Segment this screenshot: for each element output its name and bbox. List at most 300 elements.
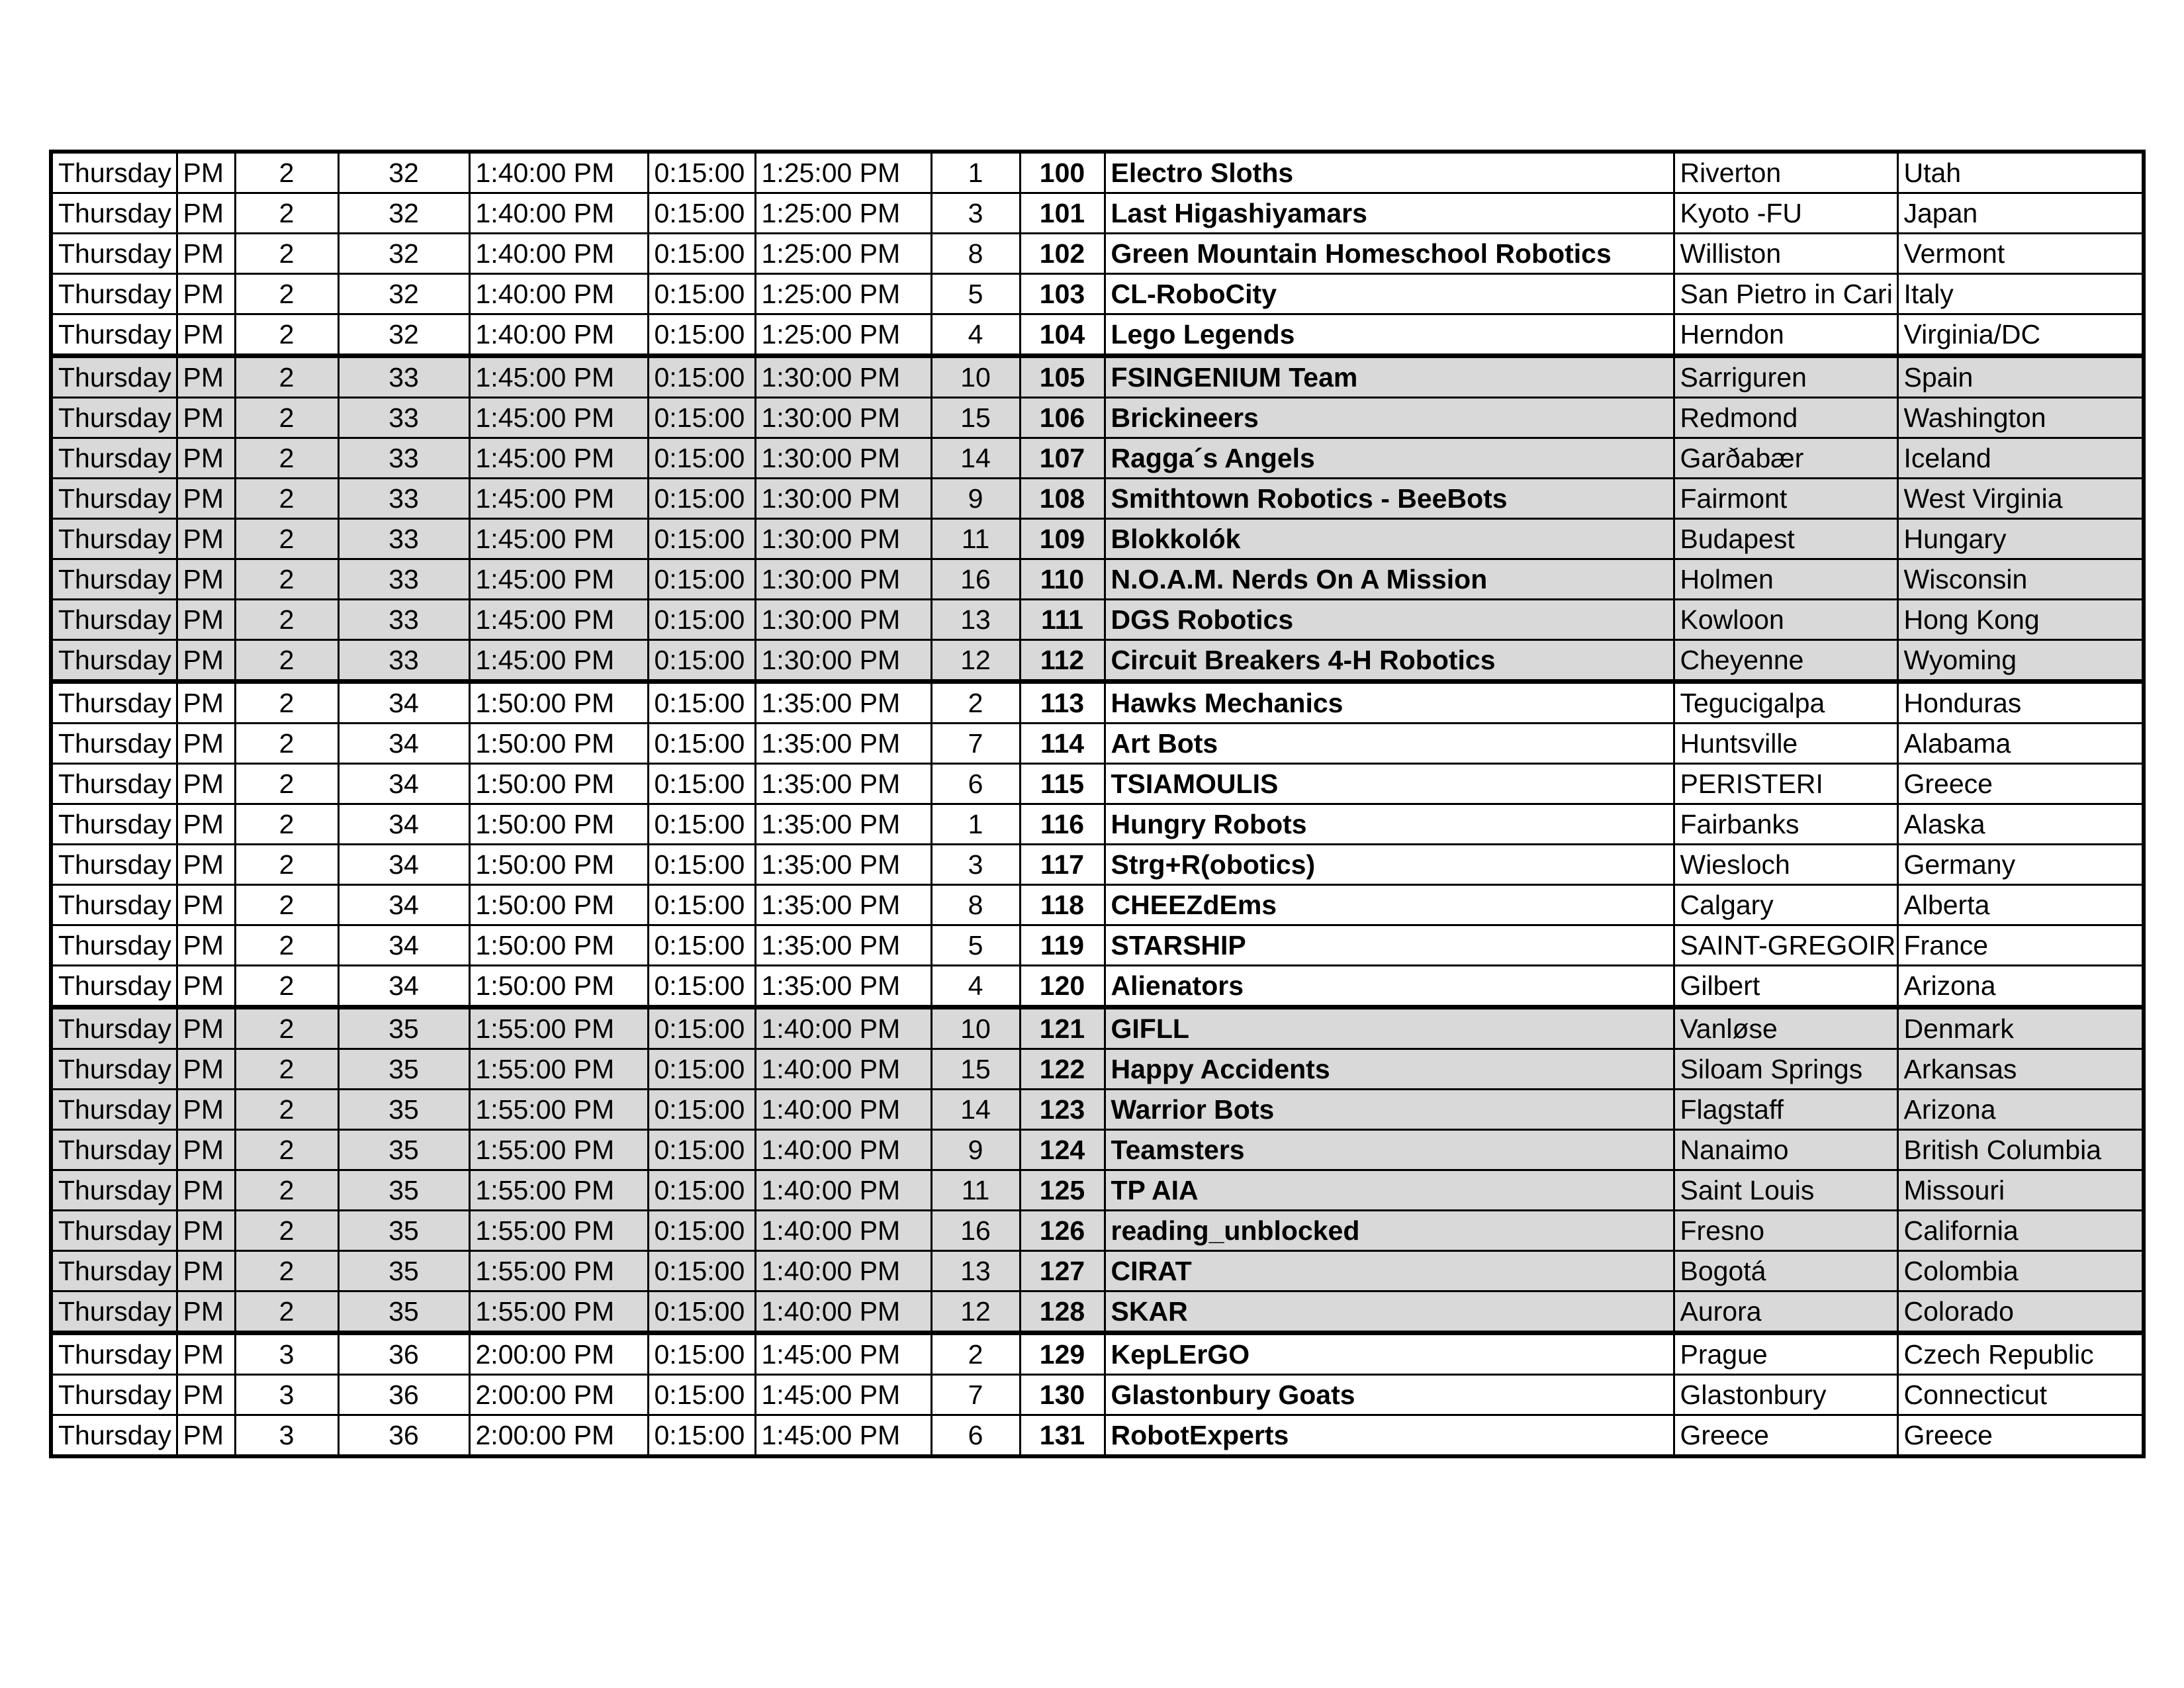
round-cell: 2 — [235, 274, 338, 314]
round-cell: 2 — [235, 193, 338, 234]
table-cell: 12 — [931, 640, 1020, 682]
table-cell: 9 — [931, 479, 1020, 519]
city-cell: Williston — [1674, 234, 1897, 274]
session-cell: PM — [177, 559, 235, 600]
duration-cell: 0:15:00 — [648, 1291, 755, 1333]
session-cell: PM — [177, 1170, 235, 1211]
table-row — [51, 682, 2144, 724]
region-cell: Italy — [1897, 274, 2144, 314]
match-cell: 36 — [338, 1375, 469, 1415]
queue-time-cell: 1:40:00 PM — [755, 1291, 931, 1333]
day-cell: Thursday — [51, 1211, 177, 1251]
match-time-cell: 1:45:00 PM — [469, 600, 648, 640]
city-cell: Nanaimo — [1674, 1130, 1897, 1170]
round-cell: 3 — [235, 1415, 338, 1457]
table-cell: 15 — [931, 1049, 1020, 1090]
table-cell: 5 — [931, 925, 1020, 966]
round-cell: 2 — [235, 398, 338, 438]
team-number-cell: 101 — [1020, 193, 1105, 234]
match-cell: 32 — [338, 274, 469, 314]
team-name-cell: Happy Accidents — [1105, 1049, 1674, 1090]
day-cell: Thursday — [51, 1251, 177, 1291]
table-row — [51, 519, 2144, 559]
queue-time-cell: 1:35:00 PM — [755, 804, 931, 845]
match-cell: 35 — [338, 1291, 469, 1333]
match-time-cell: 1:50:00 PM — [469, 724, 648, 764]
queue-time-cell: 1:40:00 PM — [755, 1049, 931, 1090]
queue-time-cell: 1:30:00 PM — [755, 438, 931, 479]
match-time-cell: 1:45:00 PM — [469, 519, 648, 559]
queue-time-cell: 1:35:00 PM — [755, 682, 931, 724]
match-time-cell: 1:55:00 PM — [469, 1008, 648, 1049]
match-cell: 33 — [338, 519, 469, 559]
day-cell: Thursday — [51, 885, 177, 925]
region-cell: Arizona — [1897, 966, 2144, 1008]
queue-time-cell: 1:30:00 PM — [755, 479, 931, 519]
day-cell: Thursday — [51, 600, 177, 640]
match-cell: 34 — [338, 764, 469, 804]
table-cell: 7 — [931, 1375, 1020, 1415]
team-number-cell: 110 — [1020, 559, 1105, 600]
queue-time-cell: 1:25:00 PM — [755, 234, 931, 274]
region-cell: Connecticut — [1897, 1375, 2144, 1415]
match-time-cell: 1:55:00 PM — [469, 1291, 648, 1333]
match-cell: 34 — [338, 804, 469, 845]
duration-cell: 0:15:00 — [648, 966, 755, 1008]
city-cell: SAINT-GREGOIR — [1674, 925, 1897, 966]
session-cell: PM — [177, 764, 235, 804]
match-time-cell: 1:50:00 PM — [469, 966, 648, 1008]
region-cell: Alaska — [1897, 804, 2144, 845]
duration-cell: 0:15:00 — [648, 1008, 755, 1049]
round-cell: 2 — [235, 804, 338, 845]
match-cell: 33 — [338, 438, 469, 479]
city-cell: Prague — [1674, 1333, 1897, 1375]
city-cell: PERISTERI — [1674, 764, 1897, 804]
duration-cell: 0:15:00 — [648, 682, 755, 724]
match-cell: 33 — [338, 600, 469, 640]
duration-cell: 0:15:00 — [648, 1251, 755, 1291]
round-cell: 2 — [235, 845, 338, 885]
match-cell: 33 — [338, 398, 469, 438]
match-time-cell: 1:50:00 PM — [469, 764, 648, 804]
session-cell: PM — [177, 724, 235, 764]
session-cell: PM — [177, 640, 235, 682]
team-name-cell: Warrior Bots — [1105, 1090, 1674, 1130]
team-number-cell: 121 — [1020, 1008, 1105, 1049]
team-number-cell: 125 — [1020, 1170, 1105, 1211]
table-cell: 3 — [931, 193, 1020, 234]
match-time-cell: 1:45:00 PM — [469, 640, 648, 682]
city-cell: Kyoto -FU — [1674, 193, 1897, 234]
table-cell: 12 — [931, 1291, 1020, 1333]
duration-cell: 0:15:00 — [648, 1130, 755, 1170]
team-name-cell: Hungry Robots — [1105, 804, 1674, 845]
day-cell: Thursday — [51, 1291, 177, 1333]
region-cell: Colorado — [1897, 1291, 2144, 1333]
round-cell: 2 — [235, 1008, 338, 1049]
region-cell: Hungary — [1897, 519, 2144, 559]
team-number-cell: 116 — [1020, 804, 1105, 845]
team-name-cell: Blokkolók — [1105, 519, 1674, 559]
duration-cell: 0:15:00 — [648, 234, 755, 274]
session-cell: PM — [177, 1130, 235, 1170]
queue-time-cell: 1:35:00 PM — [755, 885, 931, 925]
table-row — [51, 885, 2144, 925]
table-cell: 13 — [931, 600, 1020, 640]
team-name-cell: Electro Sloths — [1105, 152, 1674, 193]
round-cell: 2 — [235, 1090, 338, 1130]
team-name-cell: Teamsters — [1105, 1130, 1674, 1170]
city-cell: Herndon — [1674, 314, 1897, 356]
team-number-cell: 129 — [1020, 1333, 1105, 1375]
team-name-cell: CHEEZdEms — [1105, 885, 1674, 925]
queue-time-cell: 1:25:00 PM — [755, 314, 931, 356]
table-cell: 8 — [931, 885, 1020, 925]
day-cell: Thursday — [51, 925, 177, 966]
table-row — [51, 1415, 2144, 1457]
team-name-cell: Lego Legends — [1105, 314, 1674, 356]
match-time-cell: 1:50:00 PM — [469, 885, 648, 925]
match-time-cell: 1:50:00 PM — [469, 845, 648, 885]
match-cell: 32 — [338, 193, 469, 234]
table-row — [51, 193, 2144, 234]
team-name-cell: Glastonbury Goats — [1105, 1375, 1674, 1415]
day-cell: Thursday — [51, 1375, 177, 1415]
match-time-cell: 1:50:00 PM — [469, 925, 648, 966]
table-row — [51, 1291, 2144, 1333]
team-number-cell: 106 — [1020, 398, 1105, 438]
day-cell: Thursday — [51, 804, 177, 845]
session-cell: PM — [177, 1291, 235, 1333]
queue-time-cell: 1:30:00 PM — [755, 519, 931, 559]
team-number-cell: 119 — [1020, 925, 1105, 966]
table-cell: 10 — [931, 1008, 1020, 1049]
table-cell: 16 — [931, 1211, 1020, 1251]
duration-cell: 0:15:00 — [648, 1170, 755, 1211]
region-cell: Alberta — [1897, 885, 2144, 925]
queue-time-cell: 1:40:00 PM — [755, 1090, 931, 1130]
region-cell: Iceland — [1897, 438, 2144, 479]
round-cell: 3 — [235, 1375, 338, 1415]
team-name-cell: CIRAT — [1105, 1251, 1674, 1291]
match-time-cell: 1:40:00 PM — [469, 314, 648, 356]
session-cell: PM — [177, 356, 235, 398]
region-cell: Washington — [1897, 398, 2144, 438]
table-row — [51, 1008, 2144, 1049]
city-cell: Huntsville — [1674, 724, 1897, 764]
table-cell: 4 — [931, 966, 1020, 1008]
duration-cell: 0:15:00 — [648, 1211, 755, 1251]
team-name-cell: Alienators — [1105, 966, 1674, 1008]
city-cell: Garðabær — [1674, 438, 1897, 479]
duration-cell: 0:15:00 — [648, 356, 755, 398]
day-cell: Thursday — [51, 764, 177, 804]
table-row — [51, 1333, 2144, 1375]
duration-cell: 0:15:00 — [648, 724, 755, 764]
match-cell: 33 — [338, 559, 469, 600]
duration-cell: 0:15:00 — [648, 845, 755, 885]
duration-cell: 0:15:00 — [648, 600, 755, 640]
session-cell: PM — [177, 274, 235, 314]
queue-time-cell: 1:35:00 PM — [755, 764, 931, 804]
region-cell: Colombia — [1897, 1251, 2144, 1291]
session-cell: PM — [177, 519, 235, 559]
city-cell: Aurora — [1674, 1291, 1897, 1333]
session-cell: PM — [177, 193, 235, 234]
team-name-cell: Green Mountain Homeschool Robotics — [1105, 234, 1674, 274]
duration-cell: 0:15:00 — [648, 1415, 755, 1457]
match-cell: 33 — [338, 356, 469, 398]
queue-time-cell: 1:25:00 PM — [755, 193, 931, 234]
duration-cell: 0:15:00 — [648, 398, 755, 438]
queue-time-cell: 1:30:00 PM — [755, 640, 931, 682]
queue-time-cell: 1:40:00 PM — [755, 1251, 931, 1291]
team-name-cell: STARSHIP — [1105, 925, 1674, 966]
team-number-cell: 124 — [1020, 1130, 1105, 1170]
table-row — [51, 1130, 2144, 1170]
day-cell: Thursday — [51, 314, 177, 356]
match-cell: 34 — [338, 925, 469, 966]
round-cell: 2 — [235, 640, 338, 682]
table-cell: 14 — [931, 438, 1020, 479]
table-row — [51, 764, 2144, 804]
team-name-cell: DGS Robotics — [1105, 600, 1674, 640]
city-cell: Flagstaff — [1674, 1090, 1897, 1130]
city-cell: Wiesloch — [1674, 845, 1897, 885]
team-name-cell: Smithtown Robotics - BeeBots — [1105, 479, 1674, 519]
team-name-cell: RobotExperts — [1105, 1415, 1674, 1457]
city-cell: Budapest — [1674, 519, 1897, 559]
day-cell: Thursday — [51, 724, 177, 764]
table-row — [51, 398, 2144, 438]
queue-time-cell: 1:40:00 PM — [755, 1170, 931, 1211]
match-cell: 35 — [338, 1211, 469, 1251]
match-time-cell: 1:40:00 PM — [469, 274, 648, 314]
round-cell: 2 — [235, 479, 338, 519]
team-number-cell: 113 — [1020, 682, 1105, 724]
city-cell: Bogotá — [1674, 1251, 1897, 1291]
round-cell: 2 — [235, 1170, 338, 1211]
queue-time-cell: 1:30:00 PM — [755, 398, 931, 438]
table-row — [51, 804, 2144, 845]
team-number-cell: 109 — [1020, 519, 1105, 559]
team-number-cell: 108 — [1020, 479, 1105, 519]
duration-cell: 0:15:00 — [648, 152, 755, 193]
table-cell: 1 — [931, 152, 1020, 193]
team-name-cell: Brickineers — [1105, 398, 1674, 438]
city-cell: Holmen — [1674, 559, 1897, 600]
team-name-cell: Circuit Breakers 4-H Robotics — [1105, 640, 1674, 682]
table-cell: 1 — [931, 804, 1020, 845]
table-cell: 10 — [931, 356, 1020, 398]
round-cell: 2 — [235, 682, 338, 724]
table-row — [51, 234, 2144, 274]
team-number-cell: 118 — [1020, 885, 1105, 925]
duration-cell: 0:15:00 — [648, 1090, 755, 1130]
schedule-table — [49, 150, 2146, 1458]
table-cell: 2 — [931, 682, 1020, 724]
region-cell: California — [1897, 1211, 2144, 1251]
day-cell: Thursday — [51, 1049, 177, 1090]
team-number-cell: 102 — [1020, 234, 1105, 274]
duration-cell: 0:15:00 — [648, 764, 755, 804]
match-cell: 32 — [338, 314, 469, 356]
table-row — [51, 1049, 2144, 1090]
table-cell: 2 — [931, 1333, 1020, 1375]
session-cell: PM — [177, 682, 235, 724]
team-number-cell: 103 — [1020, 274, 1105, 314]
round-cell: 3 — [235, 1333, 338, 1375]
match-cell: 34 — [338, 682, 469, 724]
team-number-cell: 131 — [1020, 1415, 1105, 1457]
table-cell: 6 — [931, 1415, 1020, 1457]
queue-time-cell: 1:25:00 PM — [755, 152, 931, 193]
city-cell: Saint Louis — [1674, 1170, 1897, 1211]
city-cell: Redmond — [1674, 398, 1897, 438]
session-cell: PM — [177, 600, 235, 640]
duration-cell: 0:15:00 — [648, 640, 755, 682]
match-cell: 36 — [338, 1333, 469, 1375]
table-row — [51, 559, 2144, 600]
match-time-cell: 1:55:00 PM — [469, 1170, 648, 1211]
match-time-cell: 2:00:00 PM — [469, 1375, 648, 1415]
session-cell: PM — [177, 1049, 235, 1090]
duration-cell: 0:15:00 — [648, 804, 755, 845]
duration-cell: 0:15:00 — [648, 479, 755, 519]
round-cell: 2 — [235, 724, 338, 764]
region-cell: Denmark — [1897, 1008, 2144, 1049]
day-cell: Thursday — [51, 1170, 177, 1211]
round-cell: 2 — [235, 1130, 338, 1170]
table-row — [51, 925, 2144, 966]
team-name-cell: CL-RoboCity — [1105, 274, 1674, 314]
city-cell: Riverton — [1674, 152, 1897, 193]
team-number-cell: 105 — [1020, 356, 1105, 398]
duration-cell: 0:15:00 — [648, 925, 755, 966]
team-name-cell: reading_unblocked — [1105, 1211, 1674, 1251]
table-cell: 13 — [931, 1251, 1020, 1291]
session-cell: PM — [177, 804, 235, 845]
team-number-cell: 122 — [1020, 1049, 1105, 1090]
queue-time-cell: 1:45:00 PM — [755, 1375, 931, 1415]
city-cell: Vanløse — [1674, 1008, 1897, 1049]
match-time-cell: 1:45:00 PM — [469, 356, 648, 398]
table-row — [51, 438, 2144, 479]
round-cell: 2 — [235, 885, 338, 925]
queue-time-cell: 1:25:00 PM — [755, 274, 931, 314]
day-cell: Thursday — [51, 966, 177, 1008]
day-cell: Thursday — [51, 640, 177, 682]
day-cell: Thursday — [51, 479, 177, 519]
session-cell: PM — [177, 1211, 235, 1251]
duration-cell: 0:15:00 — [648, 559, 755, 600]
match-cell: 32 — [338, 152, 469, 193]
city-cell: Tegucigalpa — [1674, 682, 1897, 724]
session-cell: PM — [177, 1090, 235, 1130]
region-cell: West Virginia — [1897, 479, 2144, 519]
queue-time-cell: 1:30:00 PM — [755, 356, 931, 398]
team-number-cell: 130 — [1020, 1375, 1105, 1415]
city-cell: Fresno — [1674, 1211, 1897, 1251]
match-time-cell: 2:00:00 PM — [469, 1333, 648, 1375]
match-time-cell: 1:55:00 PM — [469, 1130, 648, 1170]
table-cell: 7 — [931, 724, 1020, 764]
region-cell: Wyoming — [1897, 640, 2144, 682]
queue-time-cell: 1:40:00 PM — [755, 1130, 931, 1170]
session-cell: PM — [177, 398, 235, 438]
match-time-cell: 1:40:00 PM — [469, 234, 648, 274]
match-cell: 32 — [338, 234, 469, 274]
round-cell: 2 — [235, 438, 338, 479]
table-cell: 11 — [931, 1170, 1020, 1211]
match-time-cell: 1:55:00 PM — [469, 1090, 648, 1130]
city-cell: Fairbanks — [1674, 804, 1897, 845]
day-cell: Thursday — [51, 1008, 177, 1049]
session-cell: PM — [177, 152, 235, 193]
day-cell: Thursday — [51, 193, 177, 234]
match-cell: 34 — [338, 966, 469, 1008]
team-number-cell: 128 — [1020, 1291, 1105, 1333]
region-cell: Germany — [1897, 845, 2144, 885]
round-cell: 2 — [235, 356, 338, 398]
queue-time-cell: 1:35:00 PM — [755, 845, 931, 885]
match-cell: 33 — [338, 640, 469, 682]
match-time-cell: 1:50:00 PM — [469, 682, 648, 724]
round-cell: 2 — [235, 925, 338, 966]
match-cell: 34 — [338, 885, 469, 925]
region-cell: Wisconsin — [1897, 559, 2144, 600]
queue-time-cell: 1:35:00 PM — [755, 966, 931, 1008]
city-cell: Fairmont — [1674, 479, 1897, 519]
duration-cell: 0:15:00 — [648, 274, 755, 314]
city-cell: Greece — [1674, 1415, 1897, 1457]
team-name-cell: SKAR — [1105, 1291, 1674, 1333]
match-time-cell: 1:45:00 PM — [469, 438, 648, 479]
day-cell: Thursday — [51, 1130, 177, 1170]
session-cell: PM — [177, 314, 235, 356]
table-cell: 11 — [931, 519, 1020, 559]
day-cell: Thursday — [51, 234, 177, 274]
team-name-cell: Strg+R(obotics) — [1105, 845, 1674, 885]
session-cell: PM — [177, 925, 235, 966]
duration-cell: 0:15:00 — [648, 193, 755, 234]
match-cell: 35 — [338, 1130, 469, 1170]
duration-cell: 0:15:00 — [648, 314, 755, 356]
table-row — [51, 1251, 2144, 1291]
team-number-cell: 100 — [1020, 152, 1105, 193]
day-cell: Thursday — [51, 845, 177, 885]
session-cell: PM — [177, 1375, 235, 1415]
match-time-cell: 1:45:00 PM — [469, 559, 648, 600]
match-cell: 35 — [338, 1090, 469, 1130]
city-cell: San Pietro in Cari — [1674, 274, 1897, 314]
day-cell: Thursday — [51, 398, 177, 438]
city-cell: Gilbert — [1674, 966, 1897, 1008]
region-cell: Alabama — [1897, 724, 2144, 764]
table-cell: 14 — [931, 1090, 1020, 1130]
day-cell: Thursday — [51, 519, 177, 559]
region-cell: Czech Republic — [1897, 1333, 2144, 1375]
session-cell: PM — [177, 234, 235, 274]
round-cell: 2 — [235, 1291, 338, 1333]
city-cell: Calgary — [1674, 885, 1897, 925]
day-cell: Thursday — [51, 559, 177, 600]
round-cell: 2 — [235, 559, 338, 600]
match-cell: 35 — [338, 1008, 469, 1049]
table-cell: 6 — [931, 764, 1020, 804]
team-number-cell: 104 — [1020, 314, 1105, 356]
